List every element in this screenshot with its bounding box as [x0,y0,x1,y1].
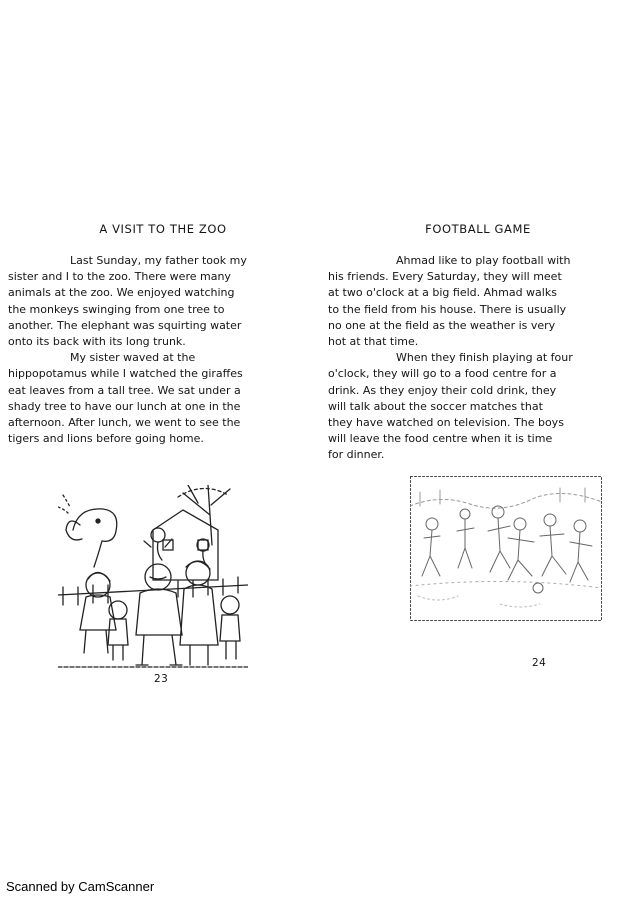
text-line: onto its back with its long trunk. [8,335,186,349]
text-line: sister and I to the zoo. There were many [8,270,231,284]
text-line: will leave the food centre when it is time [328,432,553,446]
text-line: will talk about the soccer matches that [328,399,543,413]
text-line: another. The elephant was squirting water [8,318,242,332]
page-number: 23 [154,673,169,685]
text-line: tigers and lions before going home. [8,432,204,446]
football-players-illustration [410,476,602,621]
right-page [328,210,628,669]
text-line: for dinner. [328,448,385,462]
page-title-football: FOOTBALL GAME [425,222,531,236]
text-line: Last Sunday, my father took my [70,254,247,267]
text-line: o'clock, they will go to a food centre for a [328,367,557,381]
zoo-family-illustration [58,485,248,670]
scanner-watermark: Scanned by CamScanner [6,879,155,894]
story-text-zoo [8,253,308,447]
text-line: his friends. Every Saturday, they will meet [328,270,562,284]
left-page [8,210,308,685]
text-line: at two o'clock at a big field. Ahmad walks [328,286,557,300]
text-line: hot at that time. [328,335,419,349]
text-line: to the field from his house. There is usually [328,302,567,316]
text-line: My sister waved at the [70,351,196,365]
page-title-zoo: A VISIT TO THE ZOO [99,222,227,236]
text-line: hippopotamus while I watched the giraffes [8,367,243,381]
text-line: animals at the zoo. We enjoyed watching [8,286,235,300]
story-text-football [328,253,628,464]
text-line: the monkeys swinging from one tree to [8,302,225,316]
text-line: no one at the field as the weather is very [328,318,556,332]
text-line: eat leaves from a tall tree. We sat under a [8,383,241,397]
text-line: drink. As they enjoy their cold drink, they [328,383,557,397]
text-line: When they finish playing at four [396,351,573,365]
page-number: 24 [532,657,547,669]
text-line: Ahmad like to play football with [396,254,571,267]
text-line: shady tree to have our lunch at one in the [8,399,241,413]
text-line: afternoon. After lunch, we went to see the [8,416,241,430]
text-line: they have watched on television. The boys [328,416,564,430]
